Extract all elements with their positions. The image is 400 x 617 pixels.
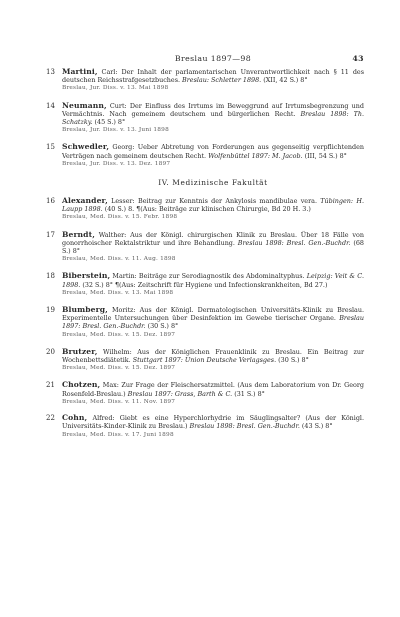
bibliography-entry [46,229,364,264]
bibliography-entry [46,271,364,297]
section-title: IV. Medizinische Fakultät [158,178,268,188]
entry-title: Georg: Ueber Abtretung von Forderungen aus gegenseitig verpflichtenden Verträgen nach gemeinem deutschen Recht. [62,143,364,160]
publication-info: Breslau 1898: Bresl. Gen.-Buchdr. [237,238,351,247]
entry-number: 13 [46,68,55,76]
bibliography-entry [46,305,364,339]
author-name: Cohn, [62,413,88,423]
bibliography-entry [46,413,364,439]
bibliography-entry [46,142,364,168]
extent-info: (32 S.) 8° ¶(Aus: Zeitschrift für Hygiene und Infectionskrankheiten, Bd 27.) [80,280,328,289]
bibliography-entry [46,380,364,406]
publication-info: Breslau: Schletter 1898. [182,76,262,85]
entry-number: 16 [46,197,55,206]
entry-number: 17 [46,230,55,239]
publication-info: Stuttgart 1897: Union Deutsche Verlagsges. [132,356,277,365]
author-name: Martini, [62,67,98,76]
dissertation-note: Breslau, Med. Diss. v. 15. Dez. 1897 [62,331,176,338]
entry-number: 18 [46,272,55,281]
extent-info: (30 S.) 8° [276,356,309,365]
author-name: Alexander, [62,196,108,206]
entry-number: 22 [46,414,55,423]
author-name: Neumann, [62,100,107,110]
extent-info: (30 S.) 8° [145,322,179,331]
bibliography-entry [46,67,364,93]
entry-title: Carl: Der Inhalt der parlamentarischen Unverantwortlichkeit nach § 11 des deutschen Reichsstrafgesetzbuches. [62,68,364,85]
dissertation-note: Breslau, Med. Diss. v. 11. Aug. 1898 [62,256,176,263]
dissertation-note: Breslau, Med. Diss. v. 11. Nov. 1897 [62,398,176,405]
entry-title: Lesser: Beitrag zur Kenntnis der Ankylosis mandibulae vera. [107,197,321,206]
bibliography-entry [46,196,364,222]
publication-info: Wolfenbüttel 1897: M. Jacob. [208,151,303,160]
author-name: Schwedler, [62,142,110,152]
entry-list-law [46,67,364,168]
extent-info: (31 S.) 8° [232,389,265,398]
bibliography-entry [46,100,364,135]
author-name: Berndt, [62,229,95,239]
entry-title: Curt: Der Einfluss des Irrtums im Beweggrund auf Irrtumsbegrenzung und Vermächtnis. Nach gemeinem deutschem und bürgerlichen Recht. [62,101,364,118]
extent-info: (XII, 42 S.) 8° [261,76,308,85]
entry-number: 14 [46,101,55,110]
running-head [62,54,364,68]
dissertation-note: Breslau, Med. Diss. v. 15. Febr. 1898 [62,214,178,221]
author-name: Chotzen, [62,380,101,390]
author-name: Biberstein, [62,271,111,281]
extent-info: (40 S.) 8. ¶(Aus: Beiträge zur klinischen Chirurgie, Bd 20 H. 3.) [102,205,311,214]
running-title: Breslau 1897—98 [174,54,252,63]
publication-info: Breslau 1898: Bresl. Gen.-Buchdr. [189,422,300,431]
publication-info: Breslau 1897: Grass, Barth & C. [127,389,233,398]
entry-list-medicine [46,196,364,439]
extent-info: (68 S.) 8° [62,238,364,256]
publication-info: Breslau 1897: Bresl. Gen.-Buchdr. [62,314,364,331]
dissertation-note: Breslau, Jur. Diss. v. 13. Juni 1898 [62,127,169,134]
extent-info: (45 S.) 8° [92,118,126,127]
extent-info: (III, 54 S.) 8° [302,151,347,160]
entry-title: Max: Zur Frage der Fleischersatzmittel. (Aus dem Laboratorium von Dr. Georg Rosenfeld-Breslau.) [62,381,364,398]
dissertation-note: Breslau, Jur. Diss. v. 13. Mai 1898 [62,85,169,92]
dissertation-note: Breslau, Med. Diss. v. 15. Dez. 1897 [62,365,176,372]
publication-info: Tübingen: H. Laupp 1898. [62,197,364,214]
entry-title: Alfred: Giebt es eine Hyperchlorhydrie im Säuglingsalter? (Aus der Königl. Universitäts-Kinder-Klinik zu Breslau.) [62,414,364,431]
author-name: Brutzer, [62,346,98,356]
extent-info: (43 S.) 8° [299,422,333,431]
entry-title: Moritz: Aus der Königl. Dermatologischen Universitäts-Klinik zu Breslau. Experimentelle Untersuchungen über Desinfektion im Gewebe tierischer Organe. [62,306,364,323]
author-name: Blumberg, [62,305,108,315]
entry-title: Walther: Aus der Königl. chirurgischen Klinik zu Breslau. Über 18 Fälle von gonorrhoischer Rektalstriktur und ihre Behandlung. [62,230,364,247]
entry-title: Wilhelm: Aus der Königlichen Frauenklinik zu Breslau. Ein Beitrag zur Wochenbettsdiätetik. [62,347,364,365]
bibliography-entry [46,346,364,373]
entry-title: Martin: Beiträge zur Serodiagnostik des Abdominaltyphus. [110,272,307,281]
entry-number: 15 [46,143,55,152]
dissertation-note: Breslau, Jur. Diss. v. 13. Dez. 1897 [62,160,171,167]
dissertation-note: Breslau, Med. Diss. v. 17. Juni 1898 [62,431,174,438]
publication-info: Breslau 1898: Th. Schatzky. [62,109,364,127]
entry-number: 21 [46,381,55,390]
publication-info: Leipzig: Veit & C. 1898. [62,272,364,289]
entry-number: 19 [46,306,55,315]
entry-number: 20 [46,347,55,356]
dissertation-note: Breslau, Med. Diss. v. 13. Mai 1898 [62,289,174,296]
page-number: 43 [352,54,364,63]
